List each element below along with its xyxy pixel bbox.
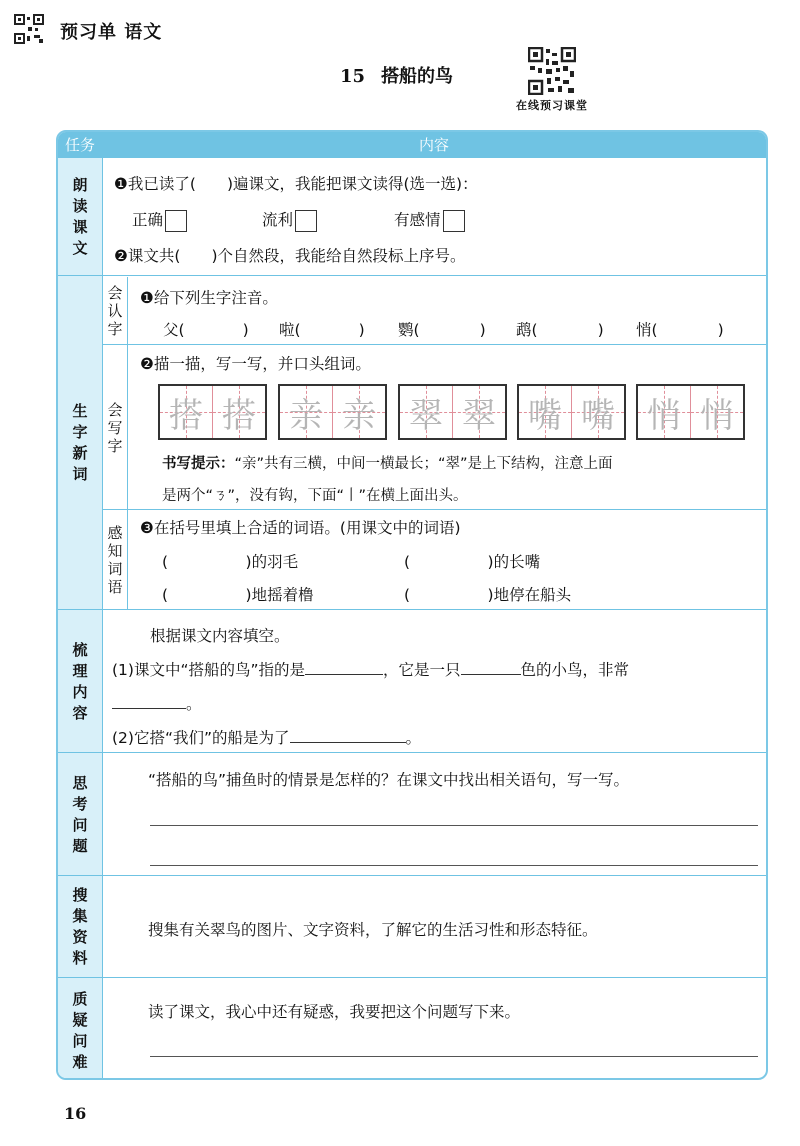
writing-grid-qiao[interactable]: 悄 悄	[636, 384, 745, 440]
checkbox-emotion[interactable]	[443, 210, 465, 232]
word-blank-item[interactable]: ( )地摇着橹	[162, 586, 314, 604]
row-divider	[103, 509, 768, 510]
sort-intro: 根据课文内容填空。	[150, 627, 290, 645]
row-divider	[58, 875, 766, 876]
reading-question-2: ❷课文共( )个自然段，我能给自然段标上序号。	[114, 247, 466, 265]
reading-option-emotion: 有感情	[394, 208, 465, 232]
worksheet-table	[56, 130, 768, 1080]
pinyin-item[interactable]: 鹉( )	[516, 321, 604, 339]
label-reading: 朗 读 课 文	[72, 175, 88, 257]
table-header	[58, 132, 766, 158]
answer-line[interactable]	[150, 825, 758, 826]
lesson-title	[340, 62, 453, 88]
answer-line[interactable]	[150, 865, 758, 866]
sort-line-1: (1)课文中“搭船的鸟”指的是 ，它是一只 色的小鸟，非常	[112, 661, 630, 679]
row-divider	[58, 977, 766, 978]
word-blank-item[interactable]: ( )地停在船头	[404, 586, 572, 604]
lesson-number: 15	[340, 66, 366, 87]
lesson-name: 搭船的鸟	[381, 66, 454, 87]
row-divider	[103, 344, 768, 345]
write-instruction: ❷描一描，写一写，并口头组词。	[140, 355, 371, 373]
reading-option-fluent: 流利	[262, 208, 317, 232]
label-new-words: 生 字 新 词	[72, 402, 88, 483]
fill-blank[interactable]	[290, 742, 406, 743]
label-sort-content: 梳 理 内 容	[72, 640, 88, 722]
reading-question-1: ❶我已读了( )遍课文，我能把课文读得(选一选)：	[114, 175, 478, 193]
perceive-instruction: ❸在括号里填上合适的词语。(用课文中的词语)	[140, 519, 461, 537]
writing-tip-line-1: 书写提示：“亲”共有三横，中间一横最长；“翠”是上下结构，注意上面	[162, 456, 613, 472]
writing-grid-cui[interactable]: 翠 翠	[398, 384, 507, 440]
row-divider	[58, 752, 766, 753]
writing-grid-da[interactable]: 搭 搭	[158, 384, 267, 440]
column-content-header: 内容	[418, 136, 449, 154]
qr-code-icon	[14, 14, 44, 44]
think-question: “搭船的鸟”捕鱼时的情景是怎样的？在课文中找出相关语句，写一写。	[148, 771, 630, 789]
doubt-text: 读了课文，我心中还有疑惑，我要把这个问题写下来。	[148, 1003, 521, 1021]
header-title: 预习单 语文	[60, 22, 163, 43]
fill-blank[interactable]	[112, 708, 186, 709]
sublabel-perceive: 感 知 词 语	[107, 524, 123, 596]
writing-grid-qin[interactable]: 亲 亲	[278, 384, 387, 440]
recognize-instruction: ❶给下列生字注音。	[140, 289, 278, 307]
row-divider	[58, 609, 766, 610]
sublabel-write: 会 写 字	[107, 400, 123, 455]
label-collect: 搜 集 资 料	[72, 886, 88, 967]
word-blank-item[interactable]: ( )的长嘴	[404, 553, 541, 571]
page-number: 16	[64, 1104, 87, 1123]
reading-option-correct: 正确	[132, 208, 187, 232]
row-divider	[58, 275, 766, 276]
word-blank-item[interactable]: ( )的羽毛	[162, 553, 299, 571]
fill-blank[interactable]	[305, 674, 383, 675]
label-doubt: 质 疑 问 难	[72, 989, 88, 1071]
pinyin-item[interactable]: 悄( )	[636, 321, 724, 339]
writing-tip-line-2: 是两个“ㄋ”，没有钩，下面“丨”在横上面出头。	[162, 488, 468, 504]
qr-caption: 在线预习课堂	[516, 99, 588, 112]
answer-line[interactable]	[150, 1056, 758, 1057]
pinyin-item[interactable]: 父( )	[163, 321, 249, 339]
pinyin-item[interactable]: 啦( )	[279, 321, 365, 339]
pinyin-item[interactable]: 鹦( )	[398, 321, 486, 339]
label-think: 思 考 问 题	[72, 773, 88, 855]
sort-line-1-cont: 。	[112, 692, 202, 714]
column-task-header: 任务	[64, 136, 95, 154]
writing-grid-zui[interactable]: 嘴 嘴	[517, 384, 626, 440]
sublabel-recognize: 会 认 字	[107, 283, 123, 338]
qr-code-icon[interactable]	[528, 47, 576, 95]
checkbox-fluent[interactable]	[295, 210, 317, 232]
collect-text: 搜集有关翠鸟的图片、文字资料，了解它的生活习性和形态特征。	[148, 921, 598, 939]
fill-blank[interactable]	[461, 674, 521, 675]
sort-line-2: (2)它搭“我们”的船是为了 。	[112, 729, 422, 747]
checkbox-correct[interactable]	[165, 210, 187, 232]
